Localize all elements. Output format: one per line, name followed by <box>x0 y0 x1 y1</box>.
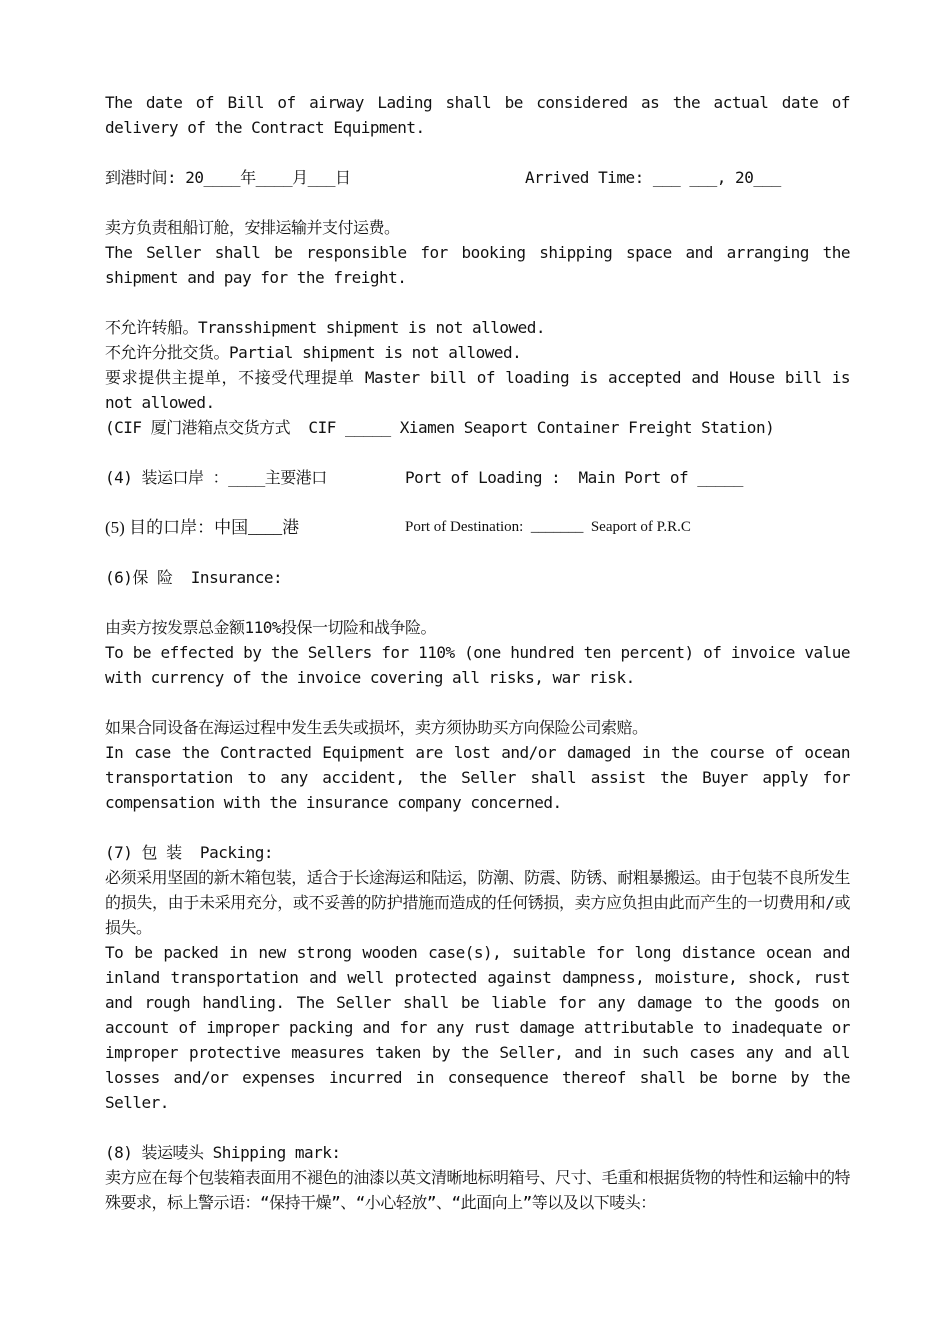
port-of-loading-row <box>105 465 850 490</box>
spacer <box>105 490 850 515</box>
insurance-en-1: To be effected by the Sellers for 110% (one hundred ten percent) of invoice value with currency of the invoice covering all risks, war risk. <box>105 643 860 687</box>
spacer <box>105 440 850 465</box>
packing-heading: (7) 包 装 Packing: <box>105 843 273 862</box>
delivery-date-clause: The date of Bill of airway Lading shall be considered as the actual date of delivery of the Contract Equipment. <box>105 93 860 137</box>
spacer <box>105 690 850 715</box>
arrival-time-en: Arrived Time: ___ ___, 20___ <box>525 168 781 187</box>
spacer <box>105 140 850 165</box>
shipping-mark-heading: (8) 装运唛头 Shipping mark: <box>105 1143 341 1162</box>
port-of-destination-zh: (5) 目的口岸：中国____港 <box>105 518 300 537</box>
port-of-loading-en: Port of Loading : Main Port of _____ <box>405 468 743 487</box>
spacer <box>105 190 850 215</box>
shipping-responsibility-zh: 卖方负责租船订舱，安排运输并支付运费。 <box>105 218 400 237</box>
spacer <box>105 590 850 615</box>
contract-page <box>105 90 860 1215</box>
spacer <box>105 540 850 565</box>
port-of-destination-en: Port of Destination: _______ Seaport of P.R.C <box>405 519 691 535</box>
insurance-heading: (6)保 险 Insurance: <box>105 568 283 587</box>
arrival-time-zh: 到港时间: 20____年____月___日 <box>105 168 351 187</box>
port-of-loading-zh: (4) 装运口岸 ：____主要港口 <box>105 468 327 487</box>
partial-shipment-clause: 不允许分批交货。Partial shipment is not allowed. <box>105 343 522 362</box>
insurance-zh-1: 由卖方按发票总金额110%投保一切险和战争险。 <box>105 618 437 637</box>
bill-of-lading-clause: 要求提供主提单，不接受代理提单 Master bill of loading is accepted and House bill is not allowed. <box>105 368 860 412</box>
packing-en: To be packed in new strong wooden case(s), suitable for long distance ocean and inland transportation and well protected against dampness, moisture, shock, rust and rough handling. The Seller shall be liable for any damage to the goods on account of improper packing and for any rust damage attributable to inadequate or improper protective measures taken by the Seller, and in such cases any and all losses and/or expenses incurred in consequence thereof shall be borne by the Seller. <box>105 943 860 1112</box>
spacer <box>105 290 850 315</box>
packing-zh: 必须采用坚固的新木箱包装，适合于长途海运和陆运，防潮、防震、防锈、耐粗暴搬运。由于包装不良所发生的损失，由于未采用充分，或不妥善的防护措施而造成的任何锈损，卖方应负担由此而产生的一切费用和/或损失。 <box>105 868 850 937</box>
cif-clause: (CIF 厦门港箱点交货方式 CIF _____ Xiamen Seaport Container Freight Station) <box>105 418 775 437</box>
shipping-mark-zh: 卖方应在每个包装箱表面用不褪色的油漆以英文清晰地标明箱号、尺寸、毛重和根据货物的特性和运输中的特殊要求，标上警示语：“保持干燥”、“小心轻放”、“此面向上”等以及以下唛头： <box>105 1168 850 1212</box>
spacer <box>105 1115 850 1140</box>
port-of-destination-row <box>105 515 850 540</box>
arrival-time-row <box>105 165 850 190</box>
shipping-responsibility-en: The Seller shall be responsible for booking shipping space and arranging the shipment and pay for the freight. <box>105 243 860 287</box>
transshipment-clause: 不允许转船。Transshipment shipment is not allowed. <box>105 318 546 337</box>
insurance-zh-2: 如果合同设备在海运过程中发生丢失或损坏，卖方须协助买方向保险公司索赔。 <box>105 718 648 737</box>
insurance-en-2: In case the Contracted Equipment are lost and/or damaged in the course of ocean transportation to any accident, the Seller shall assist the Buyer apply for compensation with the insurance company concerned. <box>105 743 860 812</box>
spacer <box>105 815 850 840</box>
